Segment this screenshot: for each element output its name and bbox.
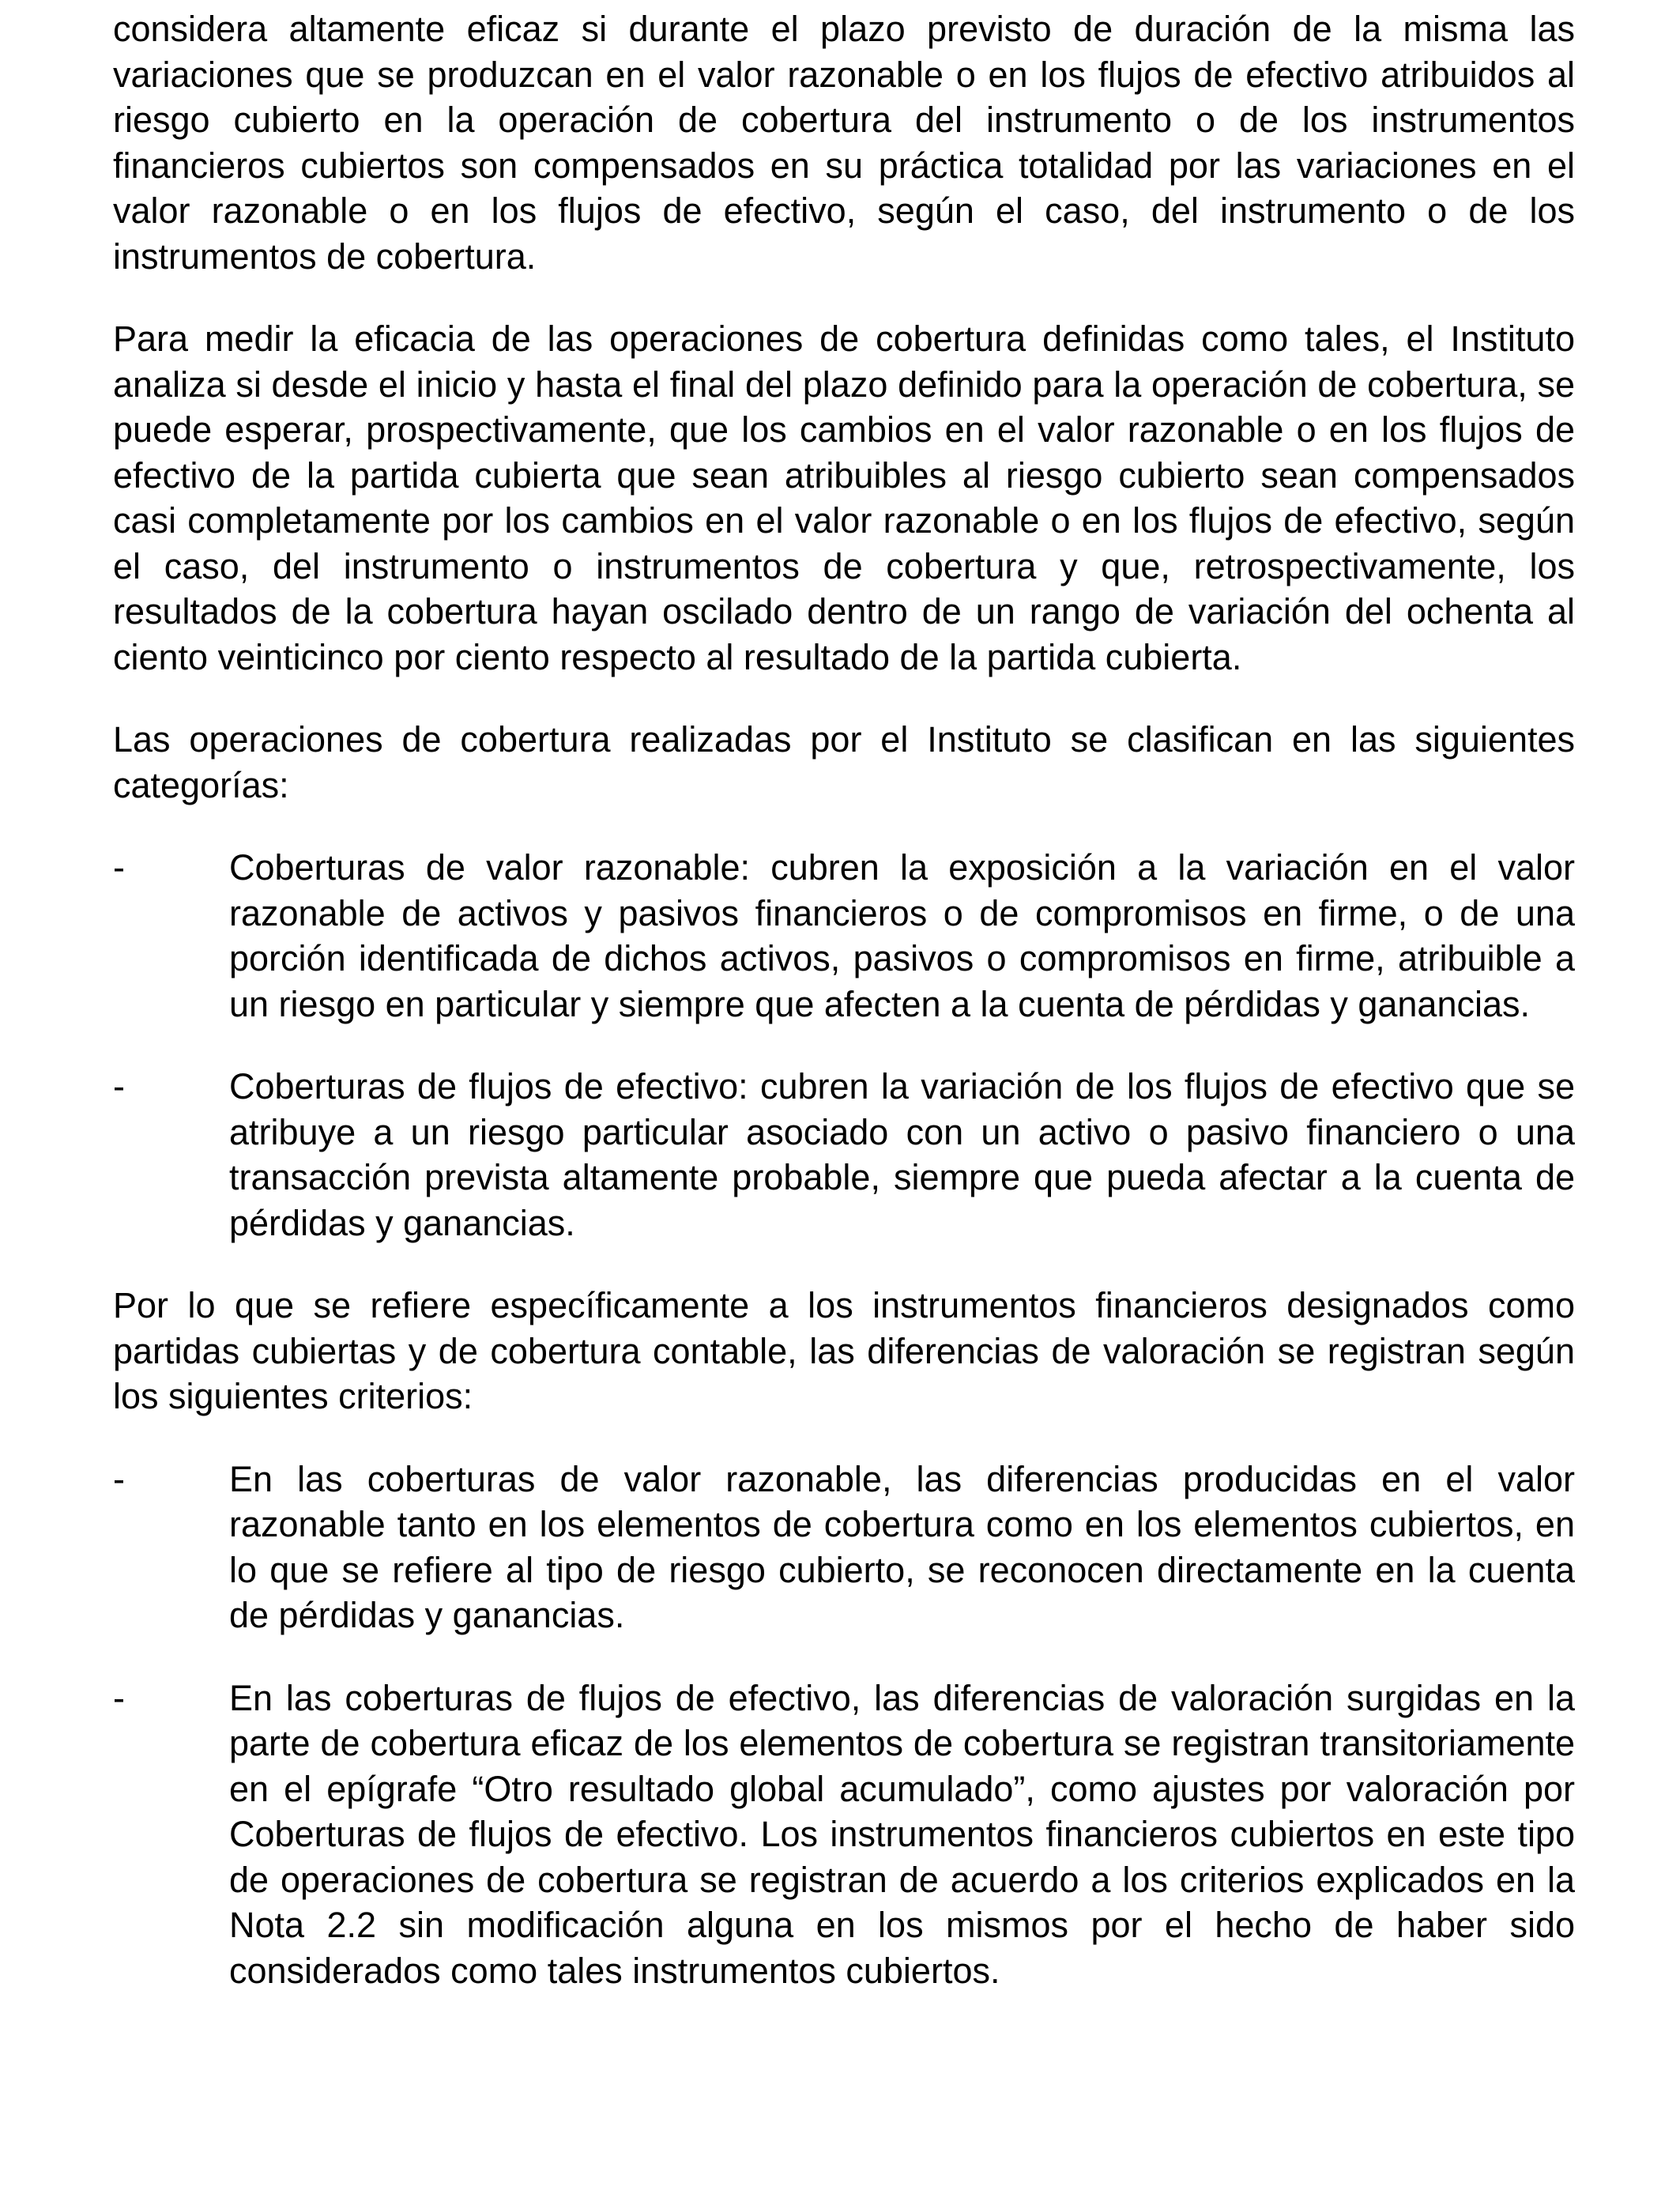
bullet-item <box>113 845 1575 1027</box>
bullet-marker: - <box>113 1677 125 1718</box>
bullet-marker: - <box>113 847 125 888</box>
bullet-item <box>113 1676 1575 1994</box>
bullet-marker: - <box>113 1066 125 1106</box>
bullet-text: En las coberturas de valor razonable, las diferencias producidas en el valor razonable tanto en los elementos de cobertura como en los elementos cubiertos, en lo que se refiere al tipo de riesgo cubierto, se reconocen directamente en la cuenta de pérdidas y ganancias. <box>229 1458 1575 1635</box>
bullet-item <box>113 1457 1575 1638</box>
bullet-text: Coberturas de flujos de efectivo: cubren la variación de los flujos de efectivo que se atribuye a un riesgo particular asociado con un activo o pasivo financiero o una transacción prevista altamente probable, siempre que pueda afectar a la cuenta de pérdidas y ganancias. <box>229 1066 1575 1243</box>
paragraph: Las operaciones de cobertura realizadas por el Instituto se clasifican en las siguientes categorías: <box>113 719 1575 805</box>
bullet-item <box>113 1064 1575 1246</box>
bullet-text: En las coberturas de flujos de efectivo, las diferencias de valoración surgidas en la parte de cobertura eficaz de los elementos de cobertura se registran transitoriamente en el epígrafe “Otro resultado global acumulado”, como ajustes por valoración por Coberturas de flujos de efectivo. Los instrumentos financieros cubiertos en este tipo de operaciones de cobertura se registran de acuerdo a los criterios explicados en la Nota 2.2 sin modificación alguna en los mismos por el hecho de haber sido considerados como tales instrumentos cubiertos. <box>229 1677 1575 1991</box>
bullet-marker: - <box>113 1458 125 1499</box>
bullet-text: Coberturas de valor razonable: cubren la exposición a la variación en el valor razonable de activos y pasivos financieros o de compromisos en firme, o de una porción identificada de dichos activos, pasivos o compromisos en firme, atribuible a un riesgo en particular y siempre que afecten a la cuenta de pérdidas y ganancias. <box>229 847 1575 1024</box>
document-content <box>113 6 1575 1993</box>
paragraph: Por lo que se refiere específicamente a los instrumentos financieros designados como partidas cubiertas y de cobertura contable, las diferencias de valoración se registran según los siguientes criterios: <box>113 1285 1575 1416</box>
paragraph: Para medir la eficacia de las operaciones de cobertura definidas como tales, el Instituto analiza si desde el inicio y hasta el final del plazo definido para la operación de cobertura, se puede esperar, prospectivamente, que los cambios en el valor razonable o en los flujos de efectivo de la partida cubierta que sean atribuibles al riesgo cubierto sean compensados casi completamente por los cambios en el valor razonable o en los flujos de efectivo, según el caso, del instrumento o instrumentos de cobertura y que, retrospectivamente, los resultados de la cobertura hayan oscilado dentro de un rango de variación del ochenta al ciento veinticinco por ciento respecto al resultado de la partida cubierta. <box>113 319 1575 677</box>
paragraph: considera altamente eficaz si durante el plazo previsto de duración de la misma las variaciones que se produzcan en el valor razonable o en los flujos de efectivo atribuidos al riesgo cubierto en la operación de cobertura del instrumento o de los instrumentos financieros cubiertos son compensados en su práctica totalidad por las variaciones en el valor razonable o en los flujos de efectivo, según el caso, del instrumento o de los instrumentos de cobertura. <box>113 9 1575 277</box>
